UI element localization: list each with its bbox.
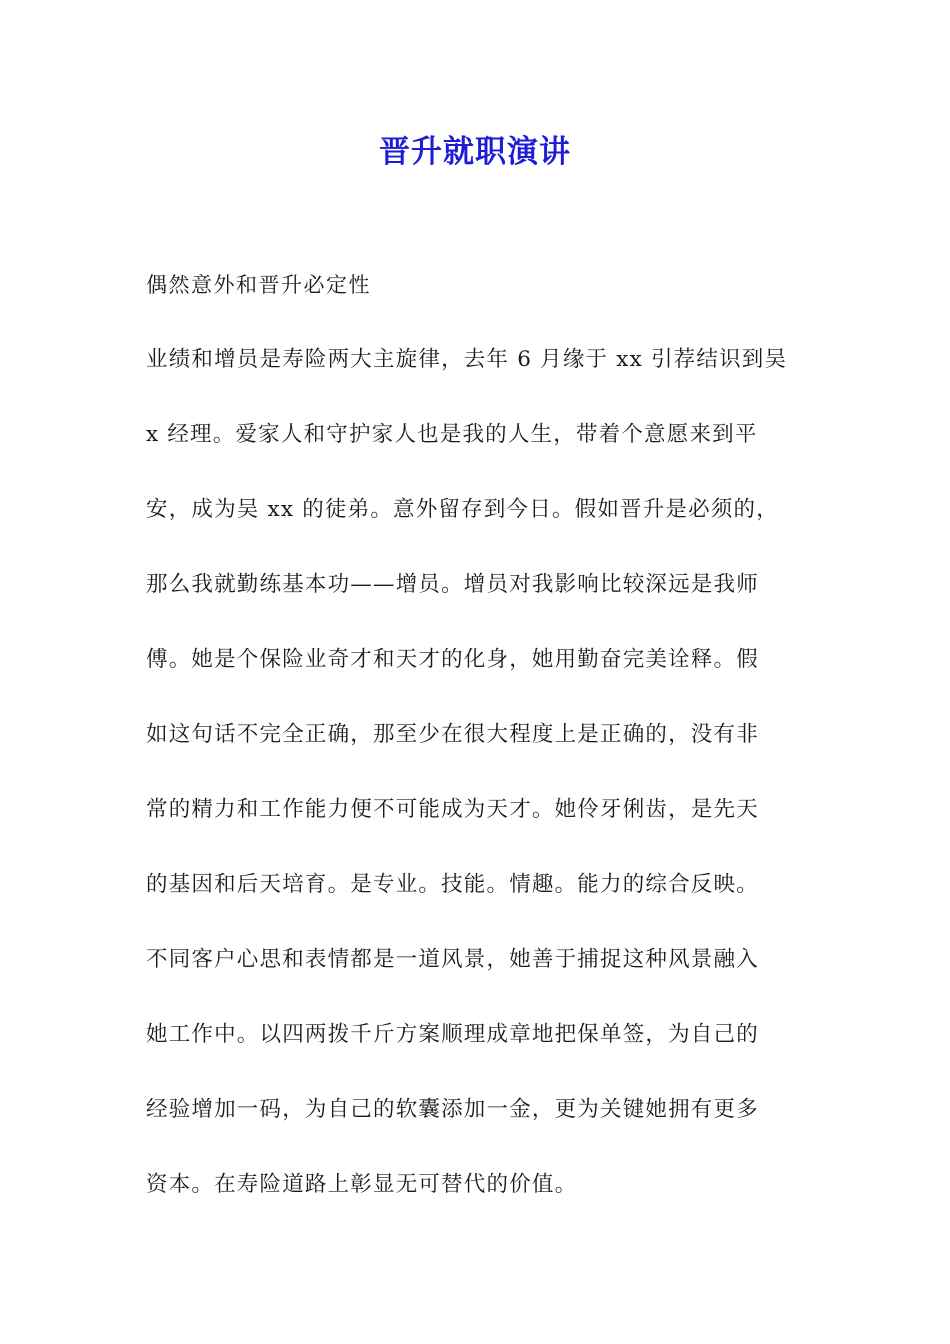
body-line: 不同客户心思和表情都是一道风景，她善于捕捉这种风景融入	[146, 947, 759, 972]
body-line: 傅。她是个保险业奇才和天才的化身，她用勤奋完美诠释。假	[146, 647, 759, 672]
body-line: 常的精力和工作能力便不可能成为天才。她伶牙俐齿，是先天	[146, 797, 759, 822]
body-line: 那么我就勤练基本功——增员。增员对我影响比较深远是我师	[146, 572, 759, 597]
body-line: 资本。在寿险道路上彰显无可替代的价值。	[146, 1172, 578, 1197]
document-subtitle: 偶然意外和晋升必定性	[146, 273, 371, 297]
document-title: 晋升就职演讲	[379, 134, 571, 170]
body-line: 业绩和增员是寿险两大主旋律，去年 6 月缘于 xx 引荐结识到吴	[146, 347, 788, 372]
document-body	[146, 340, 806, 1240]
body-line: 如这句话不完全正确，那至少在很大程度上是正确的，没有非	[146, 722, 759, 747]
body-line: 经验增加一码，为自己的软囊添加一金，更为关键她拥有更多	[146, 1097, 759, 1122]
body-line: 的基因和后天培育。是专业。技能。情趣。能力的综合反映。	[146, 872, 759, 897]
body-line: 她工作中。以四两拨千斤方案顺理成章地把保单签，为自己的	[146, 1022, 759, 1047]
body-line: x 经理。爱家人和守护家人也是我的人生，带着个意愿来到平	[146, 422, 758, 447]
body-line: 安，成为吴 xx 的徒弟。意外留存到今日。假如晋升是必须的，	[146, 497, 779, 522]
